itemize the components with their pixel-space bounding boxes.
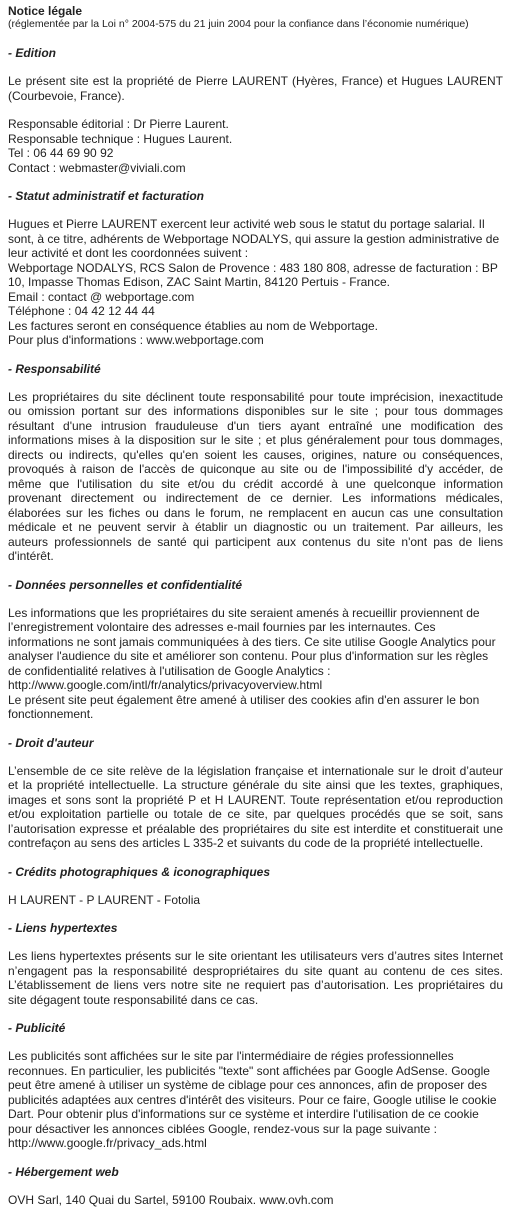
statut-body — [8, 217, 503, 348]
phone-number: Tel : 06 44 69 90 92 — [8, 146, 503, 161]
section-heading-droit-auteur: - Droit d'auteur — [8, 736, 503, 750]
section-hebergement — [8, 1165, 503, 1207]
section-heading-publicite: - Publicité — [8, 1021, 503, 1035]
publicite-body — [8, 1049, 503, 1151]
droit-auteur-paragraph: L’ensemble de ce site relève de la législation française et internationale sur le droit d’auteur et la propriété intellectuelle. La structure générale du site ainsi que les textes, graphiques, images et sons sont la propriété P et H LAURENT. Toute représentation et/ou reproduction et/ou exploitation partielle ou totale de ce site, par quelques procédés que se soit, sans l’autorisation expresse et préalable des propriétaires du site est interdite et constituerait une contrefaçon au sens des articles L 335-2 et suivants du code de la propriété intellectuelle. — [8, 764, 503, 851]
statut-email[interactable]: Email : contact @ webportage.com — [8, 290, 503, 305]
donnees-body — [8, 606, 503, 722]
contact-email[interactable]: Contact : webmaster@viviali.com — [8, 161, 503, 176]
section-heading-responsabilite: - Responsabilité — [8, 362, 503, 376]
section-liens — [8, 921, 503, 1007]
section-heading-edition: - Edition — [8, 46, 503, 60]
privacy-ads-link[interactable]: http://www.google.fr/privacy_ads.html — [8, 1136, 503, 1151]
page-title: Notice légale — [8, 4, 503, 18]
publicite-paragraph: Les publicités sont affichées sur le site par l'intermédiaire de régies professionnelles reconnues. En particulier, les publicités "texte" sont affichées par Google AdSense. Google peut être amené à utiliser un système de ciblage pour ces annonces, afin de proposer des publicités adaptées aux centres d'intérêt des visiteurs. Pour ce faire, Google utilise le cookie Dart. Pour obtenir plus d'informations sur ce système et interdire l'utilisation de ce cookie pour désactiver les annonces ciblées Google, rendez-vous sur la page suivante : — [8, 1049, 503, 1136]
editorial-manager: Responsable éditorial : Dr Pierre Laurent. — [8, 117, 503, 132]
section-statut — [8, 189, 503, 348]
section-heading-credits: - Crédits photographiques & iconographiques — [8, 865, 503, 879]
edition-contact-lines — [8, 117, 503, 175]
section-heading-statut: - Statut administratif et facturation — [8, 189, 503, 203]
edition-intro: Le présent site est la propriété de Pierre LAURENT (Hyères, France) et Hugues LAURENT (Courbevoie, France). — [8, 74, 503, 103]
section-responsabilite — [8, 362, 503, 564]
section-credits — [8, 865, 503, 908]
section-publicite — [8, 1021, 503, 1151]
section-heading-donnees: - Données personnelles et confidentialité — [8, 578, 503, 592]
section-heading-liens: - Liens hypertextes — [8, 921, 503, 935]
technical-manager: Responsable technique : Hugues Laurent. — [8, 132, 503, 147]
donnees-paragraph: Les informations que les propriétaires du site seraient amenés à recueillir proviennent de l’enregistrement volontaire des adresses e-mail fournies par les internautes. Ces informations ne sont jamais communiquées à des tiers. Ce site utilise Google Analytics pour analyser l'audience du site et améliorer son contenu. Pour plus d'information sur les règles de confidentialité relatives à l'utilisation de Google Analytics : — [8, 606, 503, 679]
statut-paragraph: Hugues et Pierre LAURENT exercent leur activité web sous le statut du portage salarial. Il sont, à ce titre, adhérents de Webportage NODALYS, qui assure la gestion administrative de leur activité et dont les coordonnées suivent : — [8, 217, 503, 261]
statut-phone: Téléphone : 04 42 12 44 44 — [8, 304, 503, 319]
section-heading-hebergement: - Hébergement web — [8, 1165, 503, 1179]
page-subtitle: (réglementée par la Loi n° 2004-575 du 21 juin 2004 pour la confiance dans l’économie numérique) — [8, 18, 503, 31]
hebergement-text: OVH Sarl, 140 Quai du Sartel, 59100 Roubaix. www.ovh.com — [8, 1193, 503, 1207]
section-droit-auteur — [8, 736, 503, 851]
credits-text: H LAURENT - P LAURENT - Fotolia — [8, 893, 503, 908]
cookies-paragraph: Le présent site peut également être amené à utiliser des cookies afin d'en assurer le bon fonctionnement. — [8, 693, 503, 722]
statut-invoices: Les factures seront en conséquence établies au nom de Webportage. — [8, 319, 503, 334]
statut-more-info-link[interactable]: Pour plus d'informations : www.webportage.com — [8, 333, 503, 348]
section-donnees — [8, 578, 503, 722]
liens-paragraph: Les liens hypertextes présents sur le site orientant les utilisateurs vers d’autres sites Internet n’engagent pas la responsabilité despropriétaires du site quant au contenu de ces sites. L’établissement de liens vers notre site ne requiert pas d’autorisation. Les propriétaires du site dégagent toute responsabilité dans ce cas. — [8, 949, 503, 1007]
responsabilite-paragraph: Les propriétaires du site déclinent toute responsabilité pour toute imprécision, inexactitude ou omission portant sur des informations disponibles sur le site ; pour tous dommages résultant d'une intrusion frauduleuse d'un tiers ayant entraîné une modification des informations mises à la disposition sur le site ; et plus généralement pour tous dommages, directs ou indirects, qu'elles qu'en soient les causes, origines, nature ou conséquences, provoqués à raison de l'accès de quiconque au site ou de l'impossibilité d'y accéder, de même que l'utilisation du site et/ou du crédit accordé à une quelconque information provenant directement ou indirectement de ce dernier. Les informations médicales, élaborées sur les fiches ou dans le forum, ne remplacent en aucun cas une consultation médicale et ne peuvent servir à établir un diagnostic ou un traitement. Par ailleurs, les auteurs professionnels de santé qui participent aux contenus du site n'ont pas de liens d'intérêt. — [8, 390, 503, 564]
section-edition — [8, 46, 503, 175]
statut-address: Webportage NODALYS, RCS Salon de Provence : 483 180 808, adresse de facturation : BP 10, Impasse Thomas Edison, ZAC Saint Martin, 84120 Pertuis - France. — [8, 261, 503, 290]
analytics-privacy-link[interactable]: http://www.google.com/intl/fr/analytics/privacyoverview.html — [8, 678, 503, 693]
